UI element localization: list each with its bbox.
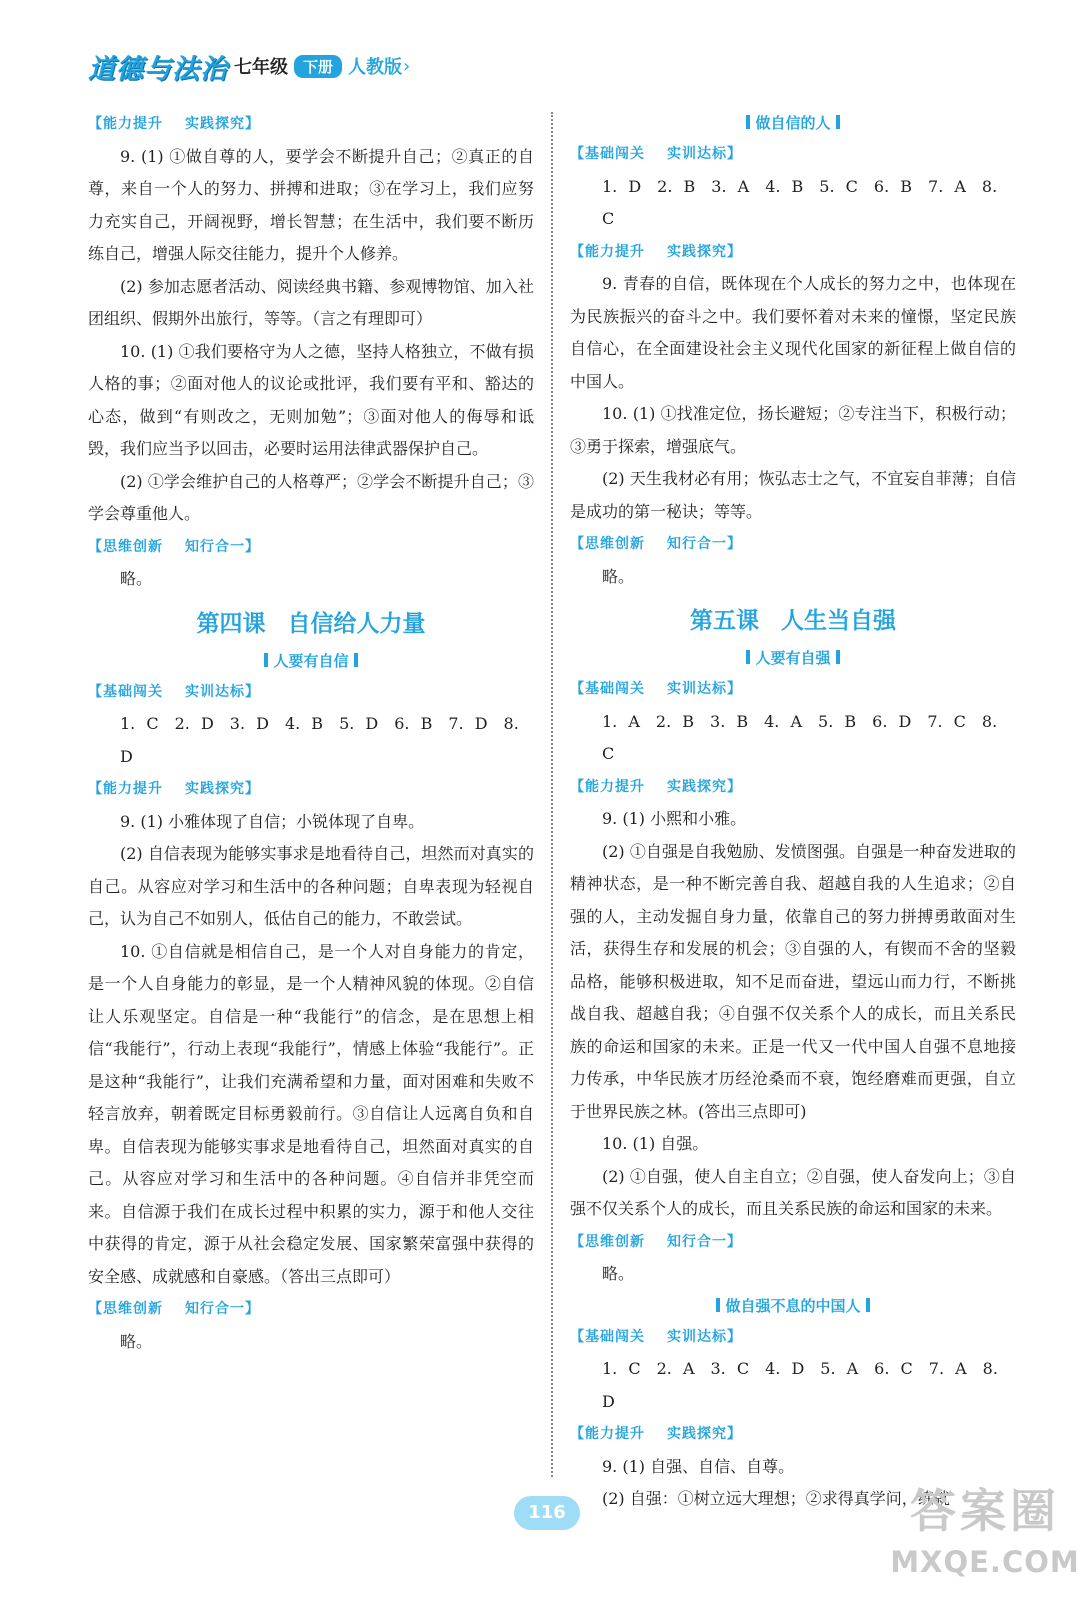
answer-paragraph: (2) 自强：①树立远大理想；②求得真学问，练就 — [602, 1489, 950, 1508]
edition-label: 人教版 — [348, 57, 403, 78]
section-tag-thinking: 【思维创新 知行合一】 — [570, 536, 742, 552]
answer-paragraph: 10. (1) 自强。 — [602, 1134, 709, 1153]
answer-paragraph: (2) ①学会维护自己的人格尊严；②学会不断提升自己；③学会尊重他人。 — [88, 471, 534, 523]
answer-paragraph: 9. (1) 自强、自信、自尊。 — [602, 1456, 795, 1476]
answer-paragraph: 10. (1) ①找准定位，扬长避短；②专注当下，积极行动；③勇于探索，增强底气。 — [570, 404, 1016, 456]
answer-paragraph: 9. 青春的自信，既体现在个人成长的努力之中，也体现在为民族振兴的奋斗之中。我们要怀着对未来的憧憬，坚定民族自信心，在全面建设社会主义现代化国家的新征程上做自信的中国人。 — [570, 274, 1016, 391]
section-tag-basic: 【基础闯关 实训达标】 — [570, 681, 742, 697]
page-header — [88, 46, 410, 86]
answer-omitted: 略。 — [602, 1264, 635, 1283]
subsection-title: 做自信的人 — [570, 108, 1016, 138]
answer-paragraph: (2) 天生我材必有用；恢弘志士之气，不宜妄自菲薄；自信是成功的第一秘诀；等等。 — [570, 469, 1016, 521]
section-tag-ability: 【能力提升 实践探究】 — [570, 243, 742, 260]
section-tag-thinking: 【思维创新 知行合一】 — [88, 1301, 260, 1317]
section-tag-ability: 【能力提升 实践探究】 — [570, 1426, 742, 1442]
watermark-text: 答案圈 — [910, 1484, 1060, 1538]
site-watermark — [890, 1480, 1080, 1592]
volume-badge: 下册 — [294, 55, 342, 78]
grade-label: 七年级 — [234, 57, 288, 78]
lesson-title: 第四课 自信给人力量 — [196, 610, 426, 637]
answer-paragraph: 9. (1) 小熙和小雅。 — [602, 809, 747, 828]
choice-answers: 1. C 2. A 3. C 4. D 5. A 6. C 7. A 8. D — [602, 1359, 998, 1411]
page-number: 116 — [514, 1496, 580, 1530]
choice-answers: 1. C 2. D 3. D 4. B 5. D 6. B 7. D 8. D — [120, 714, 519, 766]
lesson-title: 第五课 人生当自强 — [690, 608, 896, 634]
choice-answers: 1. D 2. B 3. A 4. B 5. C 6. B 7. A 8. C — [602, 176, 998, 228]
answer-omitted: 略。 — [120, 569, 153, 588]
book-brand-title: 道德与法治 — [88, 53, 228, 85]
answer-paragraph: (2) ①自强，使人自主自立；②自强，使人奋发向上；③自强不仅关系个人的成长，而且关系民族的命运和国家的未来。 — [570, 1166, 1016, 1218]
subsection-title: 人要有自信 — [88, 646, 534, 676]
answer-omitted: 略。 — [602, 566, 635, 586]
section-tag-ability: 【能力提升 实践探究】 — [88, 116, 260, 132]
section-tag-thinking: 【思维创新 知行合一】 — [88, 538, 260, 555]
column-divider — [551, 112, 553, 1477]
answer-paragraph: 9. (1) 小雅体现了自信；小锐体现了自卑。 — [120, 811, 425, 831]
answer-paragraph: 10. ①自信就是相信自己，是一个人对自身能力的肯定，是一个人自身能力的彰显，是一个人精神风貌的体现。②自信让人乐观坚定。自信是一种“我能行”的信念，是在思想上相信“我能行”，行动上表现“我能行”，情感上体验“我能行”。正是这种“我能行”，让我们充满希望和力量，面对困难和失败不轻言放弃，朝着既定目标勇毅前行。③自信让人远离自负和自卑。自信表现为能够实事求是地看待自己，坦然面对真实的自己。从容应对学习和生活中的各种问题。④自信并非凭空而来。自信源于我们在成长过程中积累的实力，源于和他人交往中获得的肯定，源于从社会稳定发展、国家繁荣富强中获得的安全感、成就感和自豪感。（答出三点即可） — [88, 941, 534, 1286]
choice-answers: 1. A 2. B 3. B 4. A 5. B 6. D 7. C 8. C — [602, 711, 998, 763]
answer-paragraph: 10. (1) ①我们要格守为人之德，坚持人格独立，不做有损人格的事；②面对他人的议论或批评，我们要有平和、豁达的心态，做到“有则改之，无则加勉”；③面对他人的侮辱和诋毁，我们应当予以回击，必要时运用法律武器保护自己。 — [88, 341, 534, 458]
answer-paragraph: (2) 自信表现为能够实事求是地看待自己，坦然而对真实的自己。从容应对学习和生活中的各种问题；自卑表现为轻视自己，认为自己不如别人，低估自己的能力，不敢尝试。 — [88, 844, 534, 928]
right-column — [570, 108, 1016, 1516]
subsection-title: 人要有自强 — [570, 643, 1016, 673]
section-tag-ability: 【能力提升 实践探究】 — [570, 778, 742, 795]
left-column — [88, 108, 534, 1358]
answer-omitted: 略。 — [120, 1331, 153, 1351]
section-tag-thinking: 【思维创新 知行合一】 — [570, 1233, 742, 1250]
answer-paragraph: (2) ①自强是自我勉励、发愤图强。自强是一种奋发进取的精神状态，是一种不断完善自我、超越自我的人生追求；②自强的人，主动发掘自身力量，依靠自己的努力拼搏勇敢面对生活，获得生存和发展的机会；③自强的人，有锲而不舍的坚毅品格，能够积极进取，知不足而奋进，望远山而力行，不断挑战自我、超越自我；④自强不仅关系个人的成长，而且关系民族的命运和国家的未来。正是一代又一代中国人自强不息地接力传承，中华民族才历经沧桑而不衰，饱经磨难而更强，自立于世界民族之林。(答出三点即可) — [570, 841, 1016, 1121]
section-tag-basic: 【基础闯关 实训达标】 — [88, 683, 260, 700]
subsection-title: 做自强不息的中国人 — [570, 1291, 1016, 1321]
section-tag-ability: 【能力提升 实践探究】 — [88, 781, 260, 797]
section-tag-basic: 【基础闯关 实训达标】 — [570, 146, 742, 162]
answer-paragraph: (2) 参加志愿者活动、阅读经典书籍、参观博物馆、加入社团组织、假期外出旅行，等等。（言之有理即可） — [88, 276, 534, 328]
chevron-right-icon: › — [403, 55, 411, 77]
section-tag-basic: 【基础闯关 实训达标】 — [570, 1328, 742, 1345]
answer-paragraph: 9. (1) ①做自尊的人，要学会不断提升自己；②真正的自尊，来自一个人的努力、拼搏和进取；③在学习上，我们应努力充实自己，开阔视野，增长智慧；在生活中，我们要不断历练自己，增强人际交往能力，提升个人修养。 — [88, 146, 534, 263]
watermark-url: MXQE.COM — [890, 1545, 1080, 1579]
